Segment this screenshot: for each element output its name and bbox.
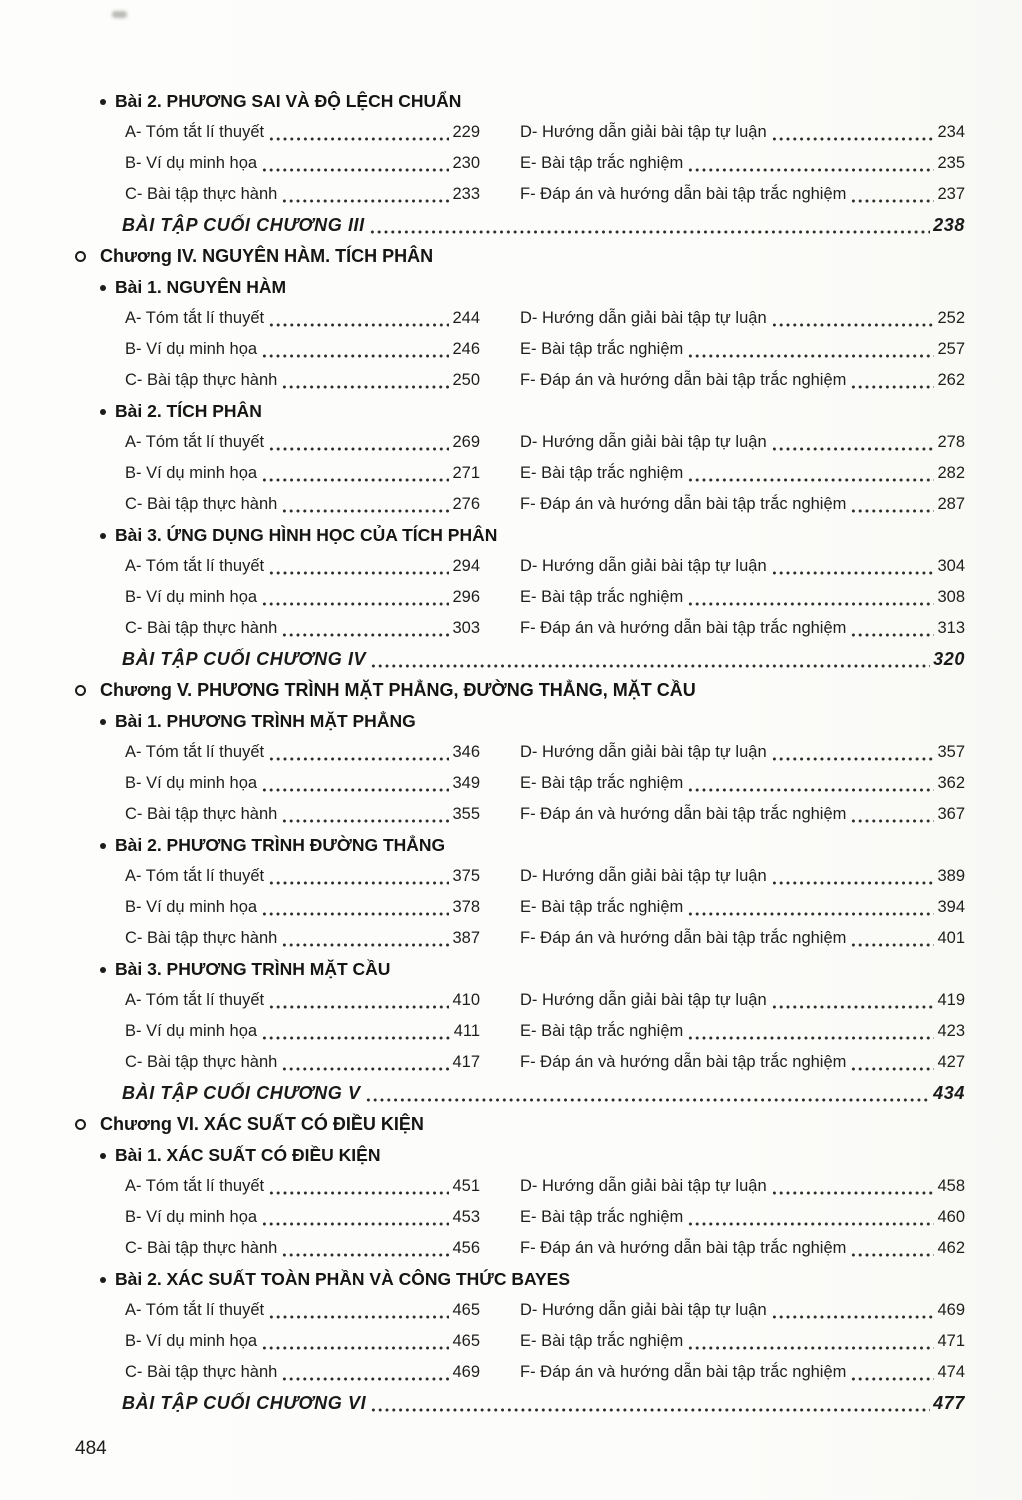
toc-entry-label: B- Ví dụ minh họa — [125, 588, 258, 606]
toc-entry-label: A- Tóm tắt lí thuyết — [125, 1301, 265, 1319]
toc-page-number: 469 — [937, 1301, 965, 1319]
toc-entry-row — [125, 1016, 965, 1047]
toc-entry-row — [125, 985, 965, 1016]
toc-page-number: 313 — [937, 619, 965, 637]
lesson-bullet-icon — [100, 99, 106, 105]
toc-page-number: 465 — [452, 1301, 480, 1319]
dot-leader — [369, 210, 930, 241]
toc-page-number: 357 — [937, 743, 965, 761]
toc-entry-label: E- Bài tập trắc nghiệm — [520, 1022, 684, 1040]
lesson-bullet-icon — [100, 285, 106, 291]
toc-entry-left — [125, 861, 480, 892]
toc-page-number: 303 — [452, 619, 480, 637]
toc-entry-right — [520, 613, 965, 644]
toc-entry-right — [520, 117, 965, 148]
toc-entry-left — [125, 768, 480, 799]
dot-leader — [850, 1357, 934, 1388]
toc-page-number: 349 — [452, 774, 480, 792]
toc-entry-label: B- Ví dụ minh họa — [125, 464, 258, 482]
toc-lesson-row — [100, 1140, 965, 1171]
toc-page-number: 401 — [937, 929, 965, 947]
toc-entry-label: B- Ví dụ minh họa — [125, 1208, 258, 1226]
toc-entry-label: B- Ví dụ minh họa — [125, 340, 258, 358]
toc-entry-label: C- Bài tập thực hành — [125, 1239, 278, 1257]
toc-entry-left — [125, 179, 480, 210]
dot-leader — [268, 861, 449, 892]
toc-entry-right — [520, 985, 965, 1016]
toc-page-number: 262 — [937, 371, 965, 389]
toc-entry-left — [125, 1233, 480, 1264]
toc-entry-label: A- Tóm tắt lí thuyết — [125, 433, 265, 451]
toc-page-number: 456 — [452, 1239, 480, 1257]
toc-entry-right — [520, 1016, 965, 1047]
toc-page-number: 269 — [452, 433, 480, 451]
toc-entry-right — [520, 427, 965, 458]
toc-entry-left — [125, 985, 480, 1016]
toc-page-number: 238 — [933, 215, 965, 235]
toc-entry-right — [520, 1295, 965, 1326]
dot-leader — [268, 737, 449, 768]
toc-entry-label: D- Hướng dẫn giải bài tập tự luận — [520, 867, 767, 885]
toc-entry-row — [125, 117, 965, 148]
dot-leader — [281, 489, 449, 520]
toc-entry-left — [125, 1047, 480, 1078]
toc-page-number: 294 — [452, 557, 480, 575]
toc-entry-label: D- Hướng dẫn giải bài tập tự luận — [520, 433, 767, 451]
toc-entry-label: F- Đáp án và hướng dẫn bài tập trắc nghiệm — [520, 495, 847, 513]
toc-page-number: 469 — [452, 1363, 480, 1381]
toc-entry-label: C- Bài tập thực hành — [125, 495, 278, 513]
lesson-bullet-icon — [100, 719, 106, 725]
dot-leader — [687, 1326, 934, 1357]
toc-list — [75, 86, 965, 1419]
toc-entry-label: F- Đáp án và hướng dẫn bài tập trắc nghiệm — [520, 929, 847, 947]
chapter-title: Chương IV. NGUYÊN HÀM. TÍCH PHÂN — [100, 246, 434, 266]
toc-entry-label: C- Bài tập thực hành — [125, 1053, 278, 1071]
toc-entry-label: C- Bài tập thực hành — [125, 1363, 278, 1381]
dot-leader — [687, 768, 934, 799]
toc-entry-right — [520, 303, 965, 334]
toc-page-number: 375 — [452, 867, 480, 885]
toc-entry-right — [520, 148, 965, 179]
toc-page-number: 389 — [937, 867, 965, 885]
toc-entry-left — [125, 489, 480, 520]
toc-chapter-row — [75, 241, 965, 272]
toc-entry-row — [125, 892, 965, 923]
chapter-title: Chương VI. XÁC SUẤT CÓ ĐIỀU KIỆN — [100, 1114, 424, 1134]
toc-entry-label: E- Bài tập trắc nghiệm — [520, 340, 684, 358]
toc-entry-left — [125, 1202, 480, 1233]
toc-chapter-summary-row — [122, 1388, 965, 1419]
dot-leader — [850, 489, 934, 520]
toc-page-number: 355 — [452, 805, 480, 823]
toc-entry-row — [125, 334, 965, 365]
toc-entry-left — [125, 1326, 480, 1357]
dot-leader — [281, 799, 449, 830]
dot-leader — [687, 892, 934, 923]
toc-page-number: 465 — [452, 1332, 480, 1350]
dot-leader — [365, 1078, 931, 1109]
dot-leader — [771, 303, 935, 334]
toc-entry-label: D- Hướng dẫn giải bài tập tự luận — [520, 991, 767, 1009]
toc-entry-label: A- Tóm tắt lí thuyết — [125, 743, 265, 761]
toc-page-number: 235 — [937, 154, 965, 172]
toc-entry-left — [125, 923, 480, 954]
toc-page-number: 471 — [937, 1332, 965, 1350]
lesson-bullet-icon — [100, 843, 106, 849]
toc-entry-right — [520, 1326, 965, 1357]
toc-page-number: 453 — [452, 1208, 480, 1226]
toc-entry-label: D- Hướng dẫn giải bài tập tự luận — [520, 557, 767, 575]
dot-leader — [261, 582, 449, 613]
dot-leader — [268, 1171, 449, 1202]
toc-entry-right — [520, 365, 965, 396]
toc-entry-label: B- Ví dụ minh họa — [125, 774, 258, 792]
toc-lesson-row — [100, 954, 965, 985]
toc-entry-row — [125, 1357, 965, 1388]
toc-page-number: 346 — [452, 743, 480, 761]
toc-chapter-summary-row — [122, 210, 965, 241]
toc-lesson-row — [100, 1264, 965, 1295]
toc-entry-left — [125, 148, 480, 179]
dot-leader — [687, 582, 934, 613]
toc-entry-row — [125, 737, 965, 768]
toc-entry-label: F- Đáp án và hướng dẫn bài tập trắc nghiệm — [520, 1239, 847, 1257]
lesson-title: Bài 1. PHƯƠNG TRÌNH MẶT PHẲNG — [115, 711, 416, 731]
toc-page-number: 367 — [937, 805, 965, 823]
chapter-bullet-icon — [75, 251, 86, 262]
toc-entry-label: B- Ví dụ minh họa — [125, 154, 258, 172]
toc-entry-label: C- Bài tập thực hành — [125, 185, 278, 203]
toc-page-number: 417 — [452, 1053, 480, 1071]
toc-entry-label: A- Tóm tắt lí thuyết — [125, 1177, 265, 1195]
toc-entry-row — [125, 1171, 965, 1202]
toc-entry-right — [520, 1202, 965, 1233]
toc-entry-label: D- Hướng dẫn giải bài tập tự luận — [520, 123, 767, 141]
lesson-title: Bài 3. PHƯƠNG TRÌNH MẶT CẦU — [115, 959, 391, 979]
lesson-title: Bài 2. PHƯƠNG TRÌNH ĐƯỜNG THẲNG — [115, 835, 446, 855]
toc-entry-row — [125, 923, 965, 954]
toc-entry-label: F- Đáp án và hướng dẫn bài tập trắc nghiệm — [520, 185, 847, 203]
dot-leader — [370, 644, 930, 675]
toc-entry-label: C- Bài tập thực hành — [125, 371, 278, 389]
toc-entry-left — [125, 1016, 480, 1047]
scan-artifact — [112, 11, 127, 18]
toc-page-number: 278 — [937, 433, 965, 451]
dot-leader — [850, 799, 934, 830]
toc-entry-label: E- Bài tập trắc nghiệm — [520, 154, 684, 172]
toc-entry-label: D- Hướng dẫn giải bài tập tự luận — [520, 1177, 767, 1195]
toc-page-number: 230 — [452, 154, 480, 172]
toc-page-number: 474 — [937, 1363, 965, 1381]
toc-entry-label: E- Bài tập trắc nghiệm — [520, 464, 684, 482]
dot-leader — [771, 985, 935, 1016]
toc-lesson-row — [100, 706, 965, 737]
toc-entry-row — [125, 1326, 965, 1357]
toc-entry-label: A- Tóm tắt lí thuyết — [125, 867, 265, 885]
toc-entry-row — [125, 458, 965, 489]
dot-leader — [687, 458, 934, 489]
toc-entry-label: B- Ví dụ minh họa — [125, 898, 258, 916]
chapter-bullet-icon — [75, 685, 86, 696]
toc-entry-label: D- Hướng dẫn giải bài tập tự luận — [520, 1301, 767, 1319]
toc-page-number: 296 — [452, 588, 480, 606]
toc-entry-label: D- Hướng dẫn giải bài tập tự luận — [520, 743, 767, 761]
toc-entry-right — [520, 1357, 965, 1388]
lesson-title: Bài 2. TÍCH PHÂN — [115, 401, 262, 421]
toc-entry-label: F- Đáp án và hướng dẫn bài tập trắc nghiệm — [520, 371, 847, 389]
toc-entry-left — [125, 458, 480, 489]
lesson-title: Bài 1. XÁC SUẤT CÓ ĐIỀU KIỆN — [115, 1145, 381, 1165]
toc-entry-row — [125, 427, 965, 458]
toc-entry-left — [125, 303, 480, 334]
toc-entry-right — [520, 179, 965, 210]
dot-leader — [771, 1171, 935, 1202]
toc-page-number: 460 — [937, 1208, 965, 1226]
toc-entry-right — [520, 1047, 965, 1078]
toc-entry-row — [125, 1202, 965, 1233]
toc-entry-label: A- Tóm tắt lí thuyết — [125, 309, 265, 327]
toc-entry-label: E- Bài tập trắc nghiệm — [520, 1208, 684, 1226]
toc-entry-label: F- Đáp án và hướng dẫn bài tập trắc nghiệm — [520, 1053, 847, 1071]
toc-entry-label: C- Bài tập thực hành — [125, 619, 278, 637]
toc-page-number: 276 — [452, 495, 480, 513]
dot-leader — [687, 148, 934, 179]
dot-leader — [261, 1016, 451, 1047]
lesson-bullet-icon — [100, 533, 106, 539]
dot-leader — [771, 1295, 935, 1326]
dot-leader — [261, 148, 449, 179]
toc-page-number: 462 — [937, 1239, 965, 1257]
toc-chapter-summary-row — [122, 1078, 965, 1109]
toc-page-number: 234 — [937, 123, 965, 141]
toc-entry-label: D- Hướng dẫn giải bài tập tự luận — [520, 309, 767, 327]
toc-entry-label: A- Tóm tắt lí thuyết — [125, 123, 265, 141]
toc-page-number: 320 — [933, 649, 965, 669]
chapter-summary-label: BÀI TẬP CUỐI CHƯƠNG V — [122, 1083, 361, 1103]
lesson-title: Bài 2. PHƯƠNG SAI VÀ ĐỘ LỆCH CHUẨN — [115, 91, 462, 111]
chapter-summary-label: BÀI TẬP CUỐI CHƯƠNG VI — [122, 1393, 367, 1413]
toc-page-number: 282 — [937, 464, 965, 482]
toc-entry-row — [125, 1295, 965, 1326]
lesson-title: Bài 3. ỨNG DỤNG HÌNH HỌC CỦA TÍCH PHÂN — [115, 525, 498, 545]
toc-page-number: 250 — [452, 371, 480, 389]
dot-leader — [687, 1016, 934, 1047]
toc-entry-row — [125, 303, 965, 334]
toc-page-number: 378 — [452, 898, 480, 916]
toc-entry-right — [520, 458, 965, 489]
toc-entry-label: E- Bài tập trắc nghiệm — [520, 1332, 684, 1350]
chapter-summary-label: BÀI TẬP CUỐI CHƯƠNG III — [122, 215, 365, 235]
toc-entry-label: B- Ví dụ minh họa — [125, 1332, 258, 1350]
toc-page-number: 427 — [937, 1053, 965, 1071]
toc-entry-label: E- Bài tập trắc nghiệm — [520, 898, 684, 916]
toc-page-number: 257 — [937, 340, 965, 358]
toc-entry-left — [125, 737, 480, 768]
toc-entry-right — [520, 892, 965, 923]
toc-entry-row — [125, 148, 965, 179]
toc-entry-left — [125, 1171, 480, 1202]
dot-leader — [850, 179, 934, 210]
toc-chapter-row — [75, 1109, 965, 1140]
dot-leader — [281, 365, 449, 396]
lesson-bullet-icon — [100, 1277, 106, 1283]
toc-entry-left — [125, 334, 480, 365]
toc-page-number: 423 — [937, 1022, 965, 1040]
toc-entry-row — [125, 1047, 965, 1078]
toc-entry-right — [520, 799, 965, 830]
toc-entry-label: A- Tóm tắt lí thuyết — [125, 991, 265, 1009]
toc-entry-label: C- Bài tập thực hành — [125, 929, 278, 947]
toc-page-number: 287 — [937, 495, 965, 513]
toc-entry-right — [520, 334, 965, 365]
toc-entry-label: E- Bài tập trắc nghiệm — [520, 588, 684, 606]
toc-page-number: 362 — [937, 774, 965, 792]
dot-leader — [281, 1047, 449, 1078]
dot-leader — [268, 303, 449, 334]
toc-entry-row — [125, 489, 965, 520]
dot-leader — [261, 458, 449, 489]
toc-page-number: 229 — [452, 123, 480, 141]
toc-entry-left — [125, 1295, 480, 1326]
toc-entry-right — [520, 737, 965, 768]
toc-entry-right — [520, 861, 965, 892]
toc-entry-left — [125, 799, 480, 830]
toc-entry-row — [125, 613, 965, 644]
toc-entry-row — [125, 861, 965, 892]
toc-lesson-row — [100, 520, 965, 551]
toc-entry-left — [125, 117, 480, 148]
dot-leader — [771, 861, 935, 892]
toc-entry-right — [520, 768, 965, 799]
lesson-bullet-icon — [100, 967, 106, 973]
lesson-title: Bài 2. XÁC SUẤT TOÀN PHẦN VÀ CÔNG THỨC BAYES — [115, 1269, 570, 1289]
toc-entry-right — [520, 551, 965, 582]
toc-entry-label: F- Đáp án và hướng dẫn bài tập trắc nghiệm — [520, 1363, 847, 1381]
toc-entry-row — [125, 179, 965, 210]
toc-entry-right — [520, 923, 965, 954]
toc-entry-right — [520, 489, 965, 520]
toc-entry-left — [125, 582, 480, 613]
toc-page-number: 252 — [937, 309, 965, 327]
toc-entry-row — [125, 365, 965, 396]
toc-entry-row — [125, 551, 965, 582]
toc-page-number: 411 — [453, 1022, 480, 1040]
dot-leader — [281, 1357, 449, 1388]
toc-entry-row — [125, 1233, 965, 1264]
dot-leader — [850, 923, 934, 954]
dot-leader — [268, 985, 449, 1016]
lesson-title: Bài 1. NGUYÊN HÀM — [115, 277, 287, 297]
dot-leader — [268, 551, 449, 582]
toc-page-number: 451 — [452, 1177, 480, 1195]
toc-entry-left — [125, 551, 480, 582]
chapter-title: Chương V. PHƯƠNG TRÌNH MẶT PHẲNG, ĐƯỜNG THẲNG, MẶT CẦU — [100, 680, 696, 700]
toc-entry-label: A- Tóm tắt lí thuyết — [125, 557, 265, 575]
dot-leader — [268, 117, 449, 148]
toc-entry-left — [125, 892, 480, 923]
dot-leader — [281, 1233, 449, 1264]
toc-entry-right — [520, 582, 965, 613]
toc-entry-row — [125, 768, 965, 799]
dot-leader — [268, 427, 449, 458]
toc-page-number: 308 — [937, 588, 965, 606]
toc-entry-left — [125, 427, 480, 458]
toc-entry-left — [125, 613, 480, 644]
dot-leader — [268, 1295, 449, 1326]
toc-chapter-row — [75, 675, 965, 706]
dot-leader — [771, 551, 935, 582]
dot-leader — [771, 117, 935, 148]
toc-page-number: 271 — [452, 464, 480, 482]
dot-leader — [850, 613, 934, 644]
dot-leader — [261, 892, 449, 923]
toc-page-number: 304 — [937, 557, 965, 575]
toc-page-number: 419 — [937, 991, 965, 1009]
dot-leader — [771, 427, 935, 458]
toc-page-number: 410 — [452, 991, 480, 1009]
lesson-bullet-icon — [100, 409, 106, 415]
dot-leader — [850, 1233, 934, 1264]
lesson-bullet-icon — [100, 1153, 106, 1159]
toc-entry-row — [125, 582, 965, 613]
chapter-summary-label: BÀI TẬP CUỐI CHƯƠNG IV — [122, 649, 367, 669]
toc-entry-label: E- Bài tập trắc nghiệm — [520, 774, 684, 792]
dot-leader — [281, 179, 449, 210]
toc-entry-right — [520, 1233, 965, 1264]
toc-entry-label: F- Đáp án và hướng dẫn bài tập trắc nghiệm — [520, 619, 847, 637]
dot-leader — [281, 613, 449, 644]
toc-entry-right — [520, 1171, 965, 1202]
toc-page-number: 477 — [933, 1393, 965, 1413]
toc-chapter-summary-row — [122, 644, 965, 675]
dot-leader — [261, 1326, 449, 1357]
toc-lesson-row — [100, 830, 965, 861]
dot-leader — [771, 737, 935, 768]
toc-page-number: 237 — [937, 185, 965, 203]
toc-entry-label: C- Bài tập thực hành — [125, 805, 278, 823]
chapter-bullet-icon — [75, 1119, 86, 1130]
toc-lesson-row — [100, 396, 965, 427]
dot-leader — [850, 365, 934, 396]
dot-leader — [687, 334, 934, 365]
toc-page-number: 387 — [452, 929, 480, 947]
toc-page-number: 434 — [933, 1083, 965, 1103]
dot-leader — [281, 923, 449, 954]
dot-leader — [687, 1202, 934, 1233]
dot-leader — [261, 1202, 449, 1233]
toc-entry-left — [125, 365, 480, 396]
dot-leader — [261, 768, 449, 799]
toc-page-number: 244 — [452, 309, 480, 327]
toc-page-number: 233 — [452, 185, 480, 203]
toc-lesson-row — [100, 86, 965, 117]
dot-leader — [370, 1388, 930, 1419]
toc-entry-label: F- Đáp án và hướng dẫn bài tập trắc nghiệm — [520, 805, 847, 823]
toc-page-number: 458 — [937, 1177, 965, 1195]
toc-entry-row — [125, 799, 965, 830]
toc-page-number: 394 — [937, 898, 965, 916]
toc-lesson-row — [100, 272, 965, 303]
dot-leader — [850, 1047, 934, 1078]
toc-entry-left — [125, 1357, 480, 1388]
toc-page-number: 246 — [452, 340, 480, 358]
footer-page-number: 484 — [75, 1438, 107, 1459]
dot-leader — [261, 334, 449, 365]
toc-entry-label: B- Ví dụ minh họa — [125, 1022, 258, 1040]
